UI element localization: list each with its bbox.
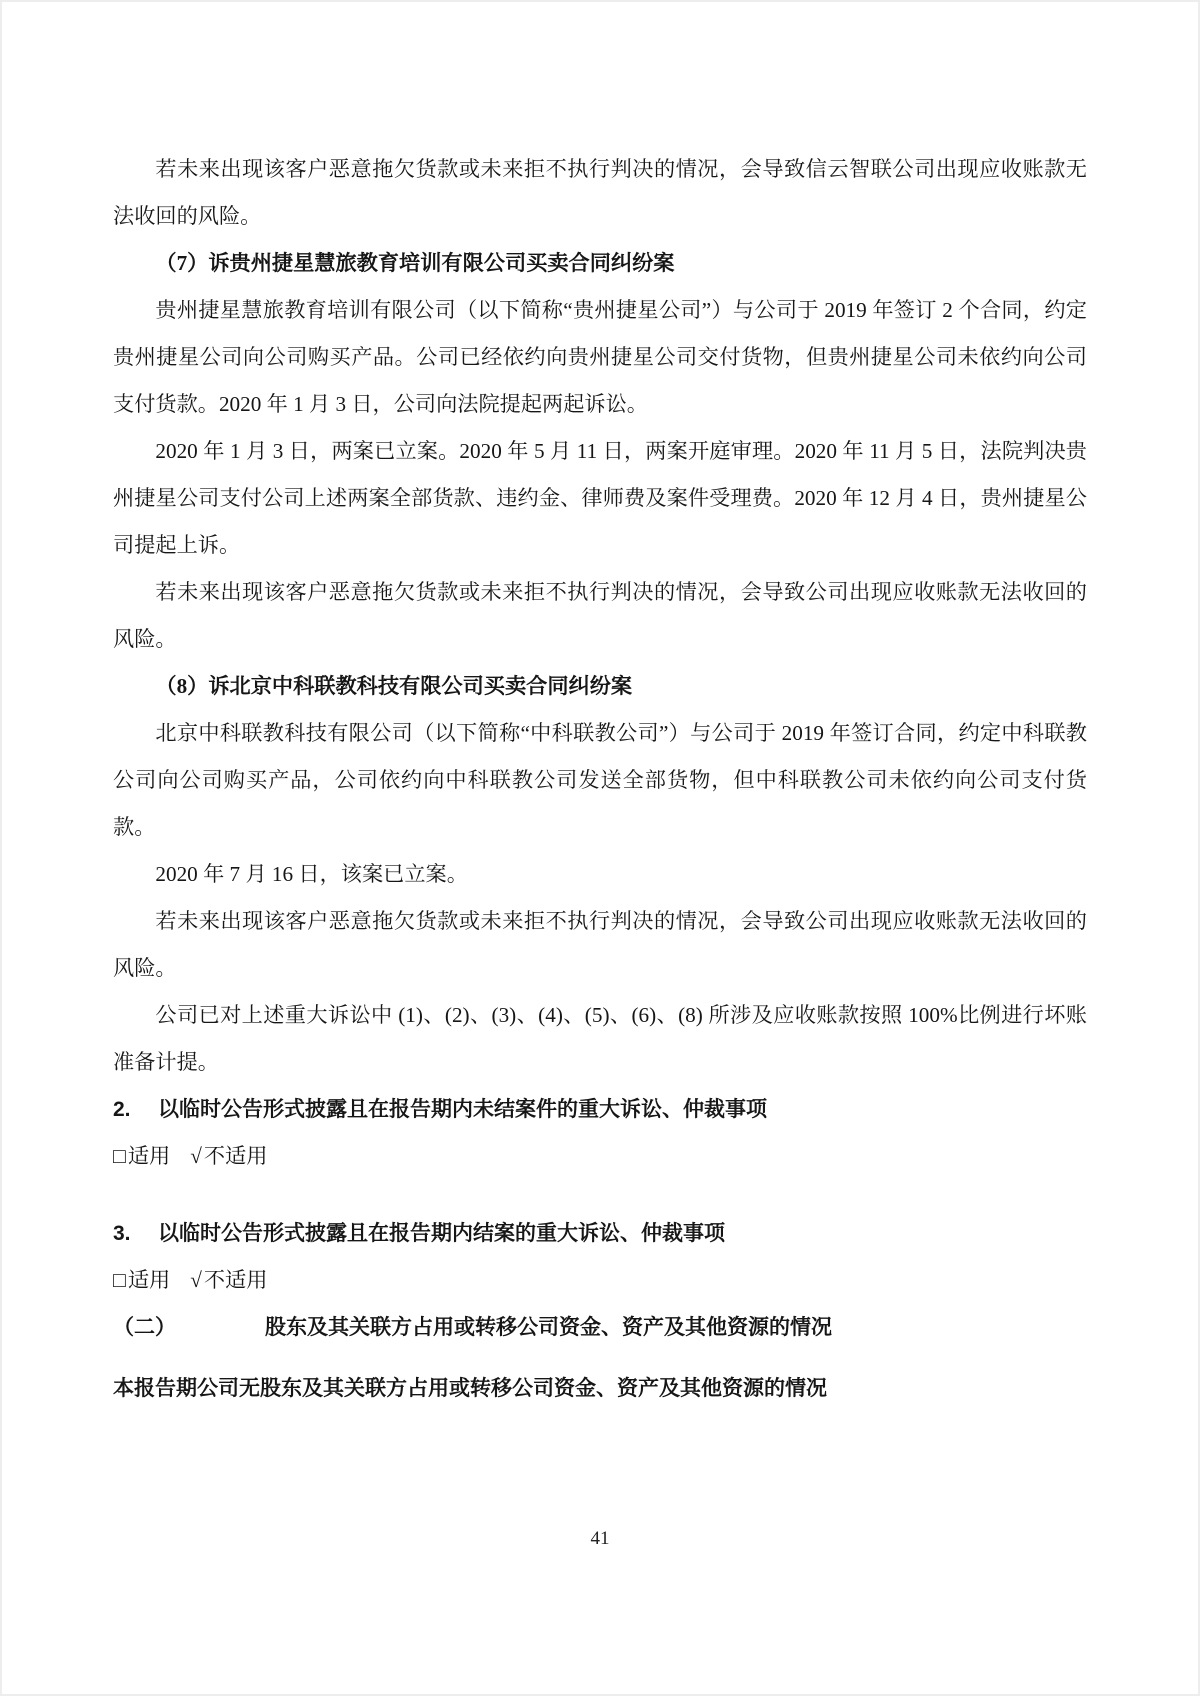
paragraph-bad-debt-provision: 公司已对上述重大诉讼中 (1)、(2)、(3)、(4)、(5)、(6)、(8) 所涉及应收账款按照 100%比例进行坏账准备计提。 xyxy=(113,1003,1087,1074)
applicable-label: 适用 xyxy=(127,1268,171,1292)
section-title: 以临时公告形式披露且在报告期内未结案件的重大诉讼、仲裁事项 xyxy=(158,1098,767,1121)
statement-no-occupation: 本报告期公司无股东及其关联方占用或转移公司资金、资产及其他资源的情况 xyxy=(113,1377,827,1400)
applicable-label: 适用 xyxy=(127,1144,171,1168)
case-7-heading: （7）诉贵州捷星慧旅教育培训有限公司买卖合同纠纷案 xyxy=(155,251,675,275)
checkbox-unchecked-icon: □ xyxy=(113,1268,126,1292)
section-heading-two xyxy=(113,1304,1087,1351)
paragraph-guizhou-timeline: 2020 年 1 月 3 日，两案已立案。2020 年 5 月 11 日，两案开庭审理。2020 年 11 月 5 日，法院判决贵州捷星公司支付公司上述两案全部货款、违约金、律师费及案件受理费。2020 年 12 月 4 日，贵州捷星公司提起上诉。 xyxy=(113,439,1087,557)
section-number: （二） xyxy=(113,1316,176,1339)
paragraph-risk-zhongke: 若未来出现该客户恶意拖欠货款或未来拒不执行判决的情况，会导致公司出现应收账款无法收回的风险。 xyxy=(113,909,1087,980)
not-applicable-label: 不适用 xyxy=(203,1144,268,1168)
checkmark-icon: √ xyxy=(190,1268,202,1292)
page-footer xyxy=(0,1528,1200,1550)
section-heading-item2 xyxy=(113,1086,1087,1133)
case-8-heading: （8）诉北京中科联教科技有限公司买卖合同纠纷案 xyxy=(155,674,633,698)
applicability-line-item3 xyxy=(113,1257,1087,1304)
paragraph-guizhou-contract: 贵州捷星慧旅教育培训有限公司（以下简称“贵州捷星公司”）与公司于 2019 年签订 2 个合同，约定贵州捷星公司向公司购买产品。公司已经依约向贵州捷星公司交付货物，但贵州捷星公司未依约向公司支付货款。2020 年 1 月 3 日，公司向法院提起两起诉讼。 xyxy=(113,298,1087,416)
paragraph-risk-xinyun: 若未来出现该客户恶意拖欠货款或未来拒不执行判决的情况，会导致信云智联公司出现应收账款无法收回的风险。 xyxy=(113,157,1087,228)
checkmark-icon: √ xyxy=(190,1144,202,1168)
paragraph-zhongke-filing: 2020 年 7 月 16 日，该案已立案。 xyxy=(155,862,468,886)
section-heading-item3 xyxy=(113,1210,1087,1257)
section-number: 2. xyxy=(113,1098,131,1121)
page-number: 41 xyxy=(590,1528,610,1549)
section-title: 股东及其关联方占用或转移公司资金、资产及其他资源的情况 xyxy=(265,1316,832,1339)
section-number: 3. xyxy=(113,1222,131,1245)
paragraph-risk-guizhou: 若未来出现该客户恶意拖欠货款或未来拒不执行判决的情况，会导致公司出现应收账款无法收回的风险。 xyxy=(113,580,1087,651)
paragraph-zhongke-contract: 北京中科联教科技有限公司（以下简称“中科联教公司”）与公司于 2019 年签订合同，约定中科联教公司向公司购买产品，公司依约向中科联教公司发送全部货物，但中科联教公司未依约向公司支付货款。 xyxy=(113,721,1087,839)
not-applicable-label: 不适用 xyxy=(203,1268,268,1292)
checkbox-unchecked-icon: □ xyxy=(113,1144,126,1168)
applicability-line-item2 xyxy=(113,1133,1087,1180)
section-title: 以临时公告形式披露且在报告期内结案的重大诉讼、仲裁事项 xyxy=(158,1222,725,1245)
